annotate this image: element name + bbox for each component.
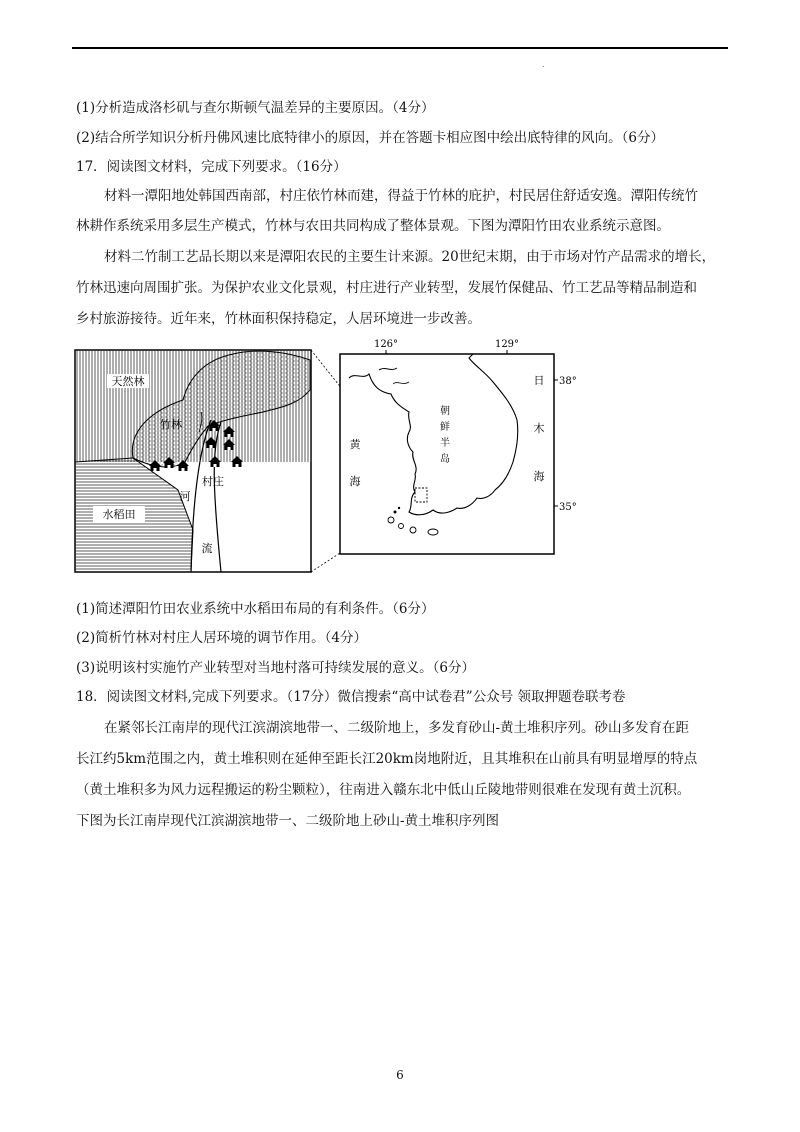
natural-forest-label: 天然林: [111, 375, 145, 388]
peninsula-char-1: 朝: [440, 406, 450, 417]
question-16-1: (1)分析造成洛杉矶与查尔斯顿气温差异的主要原因。（4分）: [76, 100, 435, 116]
material-1-line-1: 材料一潭阳地处韩国西南部，村庄依竹林而建，得益于竹林的庇护，村民居住舒适安逸。潭阳传统竹: [104, 188, 698, 204]
question-17-heading: 17．阅读图文材料，完成下列要求。（16分）: [76, 159, 347, 175]
latitude-38: 38°: [559, 376, 577, 387]
stray-dot: .: [542, 60, 545, 69]
question-18-para-line-4: 下图为长江南岸现代江滨湖滨地带一、二级阶地上砂山-黄土堆积序列图: [76, 813, 500, 829]
material-2-line-2: 竹林迅速向周围扩张。为保护农业文化景观，村庄进行产业转型，发展竹保健品、竹工艺品等精品制造和: [76, 280, 697, 296]
header-rule: [72, 47, 728, 49]
korea-map: [340, 339, 577, 554]
question-18-para-line-2: 长江约5km范围之内，黄土堆积则在延伸至距长江20km岗地附近，且其堆积在山前具有明显增厚的特点: [76, 751, 698, 767]
material-2-line-3: 乡村旅游接待。近年来，竹林面积保持稳定，人居环境进一步改善。: [76, 311, 481, 327]
question-18-para-line-3: （黄土堆积多为风力远程搬运的粉尘颗粒），往南进入赣东北中低山丘陵地带则很难在发现有黄土沉积。: [76, 782, 691, 798]
question-17-1: (1)简述潭阳竹田农业系统中水稻田布局的有利条件。（6分）: [76, 601, 435, 617]
peninsula-char-3: 半: [440, 438, 450, 449]
question-17-3: (3)说明该村实施竹产业转型对当地村落可持续发展的意义。（6分）: [76, 660, 475, 676]
yellow-sea-char-1: 黄: [349, 438, 361, 451]
river-label-2: 流: [201, 542, 213, 555]
sea-of-japan-char-3: 海: [533, 470, 545, 483]
peninsula-char-2: 鲜: [440, 422, 450, 433]
material-1-line-2: 林耕作系统采用多层生产模式，竹林与农田共同构成了整体景观。下图为潭阳竹田农业系统示意图。: [76, 218, 670, 234]
question-18-heading: 18．阅读图文材料,完成下列要求。（17分）微信搜索“高中试卷君”公众号 领取押题卷联考卷: [76, 689, 626, 705]
left-diagram: [75, 350, 311, 572]
village-label: 村庄: [202, 475, 224, 488]
longitude-126: 126°: [373, 339, 399, 350]
yellow-sea-char-2: 海: [349, 475, 361, 488]
longitude-129: 129°: [494, 339, 520, 350]
bamboo-field-figure: [73, 339, 577, 576]
peninsula-char-4: 岛: [440, 454, 450, 465]
rice-paddy-label: 水稻田: [102, 508, 136, 521]
page-number: 6: [396, 1068, 404, 1082]
sea-of-japan-char-2: 木: [533, 422, 545, 435]
question-18-para-line-1: 在紧邻长江南岸的现代江滨湖滨地带一、二级阶地上，多发育砂山-黄土堆积序列。砂山多发育在距: [104, 720, 690, 736]
question-16-2: (2)结合所学知识分析丹佛风速比底特律小的原因，并在答题卡相应图中绘出底特律的风向。（6分）: [76, 130, 664, 146]
material-2-line-1: 材料二竹制工艺品长期以来是潭阳农民的主要生计来源。20世纪末期，由于市场对竹产品需求的增长，: [104, 249, 716, 265]
latitude-35: 35°: [559, 502, 577, 513]
sea-of-japan-char-1: 日: [533, 374, 545, 387]
question-17-2: (2)简析竹林对村庄人居环境的调节作用。（4分）: [76, 630, 367, 646]
river-label-1: 河: [179, 490, 191, 503]
bamboo-label: 竹林: [160, 418, 182, 431]
